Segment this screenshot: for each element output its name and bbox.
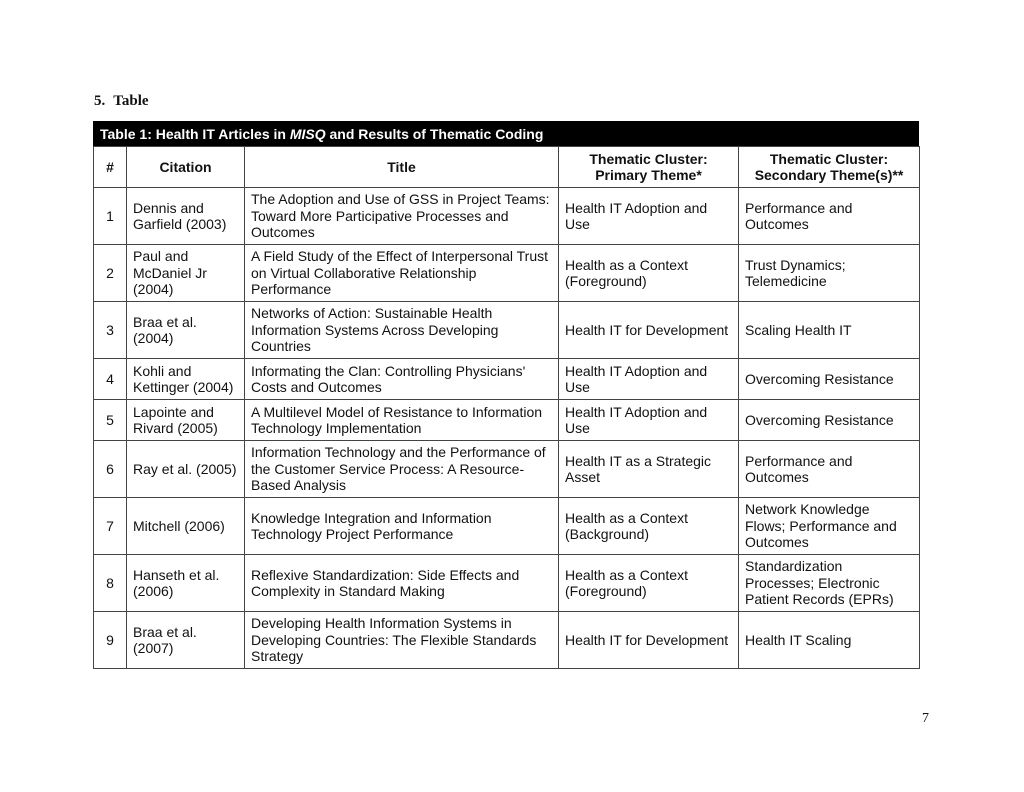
table-row [94,400,920,441]
row-secondary-theme: Performance and Outcomes [739,188,920,245]
table-row [94,188,920,245]
row-citation: Braa et al. (2007) [127,612,245,669]
header-primary-theme [559,147,739,188]
table-row [94,498,920,555]
header-num: # [94,147,127,188]
row-title: Informating the Clan: Controlling Physicians' Costs and Outcomes [245,359,559,400]
row-primary-theme: Health IT Adoption and Use [559,359,739,400]
row-num: 3 [94,302,127,359]
row-citation: Ray et al. (2005) [127,441,245,498]
section-title: Table [113,93,149,109]
row-secondary-theme: Performance and Outcomes [739,441,920,498]
row-secondary-theme: Overcoming Resistance [739,400,920,441]
section-number: 5. [94,93,106,109]
row-secondary-theme: Health IT Scaling [739,612,920,669]
row-primary-theme: Health IT Adoption and Use [559,188,739,245]
row-primary-theme: Health as a Context (Background) [559,498,739,555]
row-num: 6 [94,441,127,498]
row-primary-theme: Health IT Adoption and Use [559,400,739,441]
header-secondary-theme [739,147,920,188]
table-row [94,359,920,400]
row-secondary-theme: Standardization Processes; Electronic Patient Records (EPRs) [739,555,920,612]
articles-table [93,146,920,669]
row-primary-theme: Health as a Context (Foreground) [559,555,739,612]
row-title: Networks of Action: Sustainable Health Information Systems Across Developing Countries [245,302,559,359]
row-secondary-theme: Network Knowledge Flows; Performance and Outcomes [739,498,920,555]
row-num: 9 [94,612,127,669]
row-num: 2 [94,245,127,302]
row-citation: Dennis and Garfield (2003) [127,188,245,245]
row-num: 8 [94,555,127,612]
row-num: 4 [94,359,127,400]
page-number: 7 [922,711,929,726]
table-row [94,302,920,359]
row-primary-theme: Health IT for Development [559,302,739,359]
table-caption-journal: MISQ [289,126,326,142]
row-citation: Braa et al. (2004) [127,302,245,359]
thematic-coding-table [93,121,919,669]
row-primary-theme: Health IT for Development [559,612,739,669]
header-title: Title [245,147,559,188]
header-citation: Citation [127,147,245,188]
row-title: The Adoption and Use of GSS in Project Teams: Toward More Participative Processes and Outcomes [245,188,559,245]
table-caption [93,121,919,146]
header-primary-line2: Primary Theme* [595,167,702,183]
row-secondary-theme: Scaling Health IT [739,302,920,359]
row-title: Information Technology and the Performance of the Customer Service Process: A Resource-Based Analysis [245,441,559,498]
table-caption-suffix: and Results of Thematic Coding [325,126,544,142]
row-title: A Multilevel Model of Resistance to Information Technology Implementation [245,400,559,441]
table-caption-prefix: Table 1: Health IT Articles in [100,126,290,142]
section-heading [94,93,149,110]
row-citation: Lapointe and Rivard (2005) [127,400,245,441]
row-secondary-theme: Overcoming Resistance [739,359,920,400]
table-row [94,441,920,498]
row-citation: Hanseth et al. (2006) [127,555,245,612]
row-citation: Paul and McDaniel Jr (2004) [127,245,245,302]
row-primary-theme: Health as a Context (Foreground) [559,245,739,302]
header-secondary-line1: Thematic Cluster: [769,150,889,167]
table-row [94,245,920,302]
row-num: 1 [94,188,127,245]
row-primary-theme: Health IT as a Strategic Asset [559,441,739,498]
table-header-row [94,147,920,188]
row-num: 7 [94,498,127,555]
table-row [94,555,920,612]
row-citation: Mitchell (2006) [127,498,245,555]
row-secondary-theme: Trust Dynamics; Telemedicine [739,245,920,302]
row-title: Reflexive Standardization: Side Effects and Complexity in Standard Making [245,555,559,612]
row-title: Knowledge Integration and Information Technology Project Performance [245,498,559,555]
row-citation: Kohli and Kettinger (2004) [127,359,245,400]
row-title: A Field Study of the Effect of Interpersonal Trust on Virtual Collaborative Relationship Performance [245,245,559,302]
row-title: Developing Health Information Systems in Developing Countries: The Flexible Standards Strategy [245,612,559,669]
table-row [94,612,920,669]
header-primary-line1: Thematic Cluster: [589,150,708,167]
row-num: 5 [94,400,127,441]
header-secondary-line2: Secondary Theme(s)** [754,167,904,183]
